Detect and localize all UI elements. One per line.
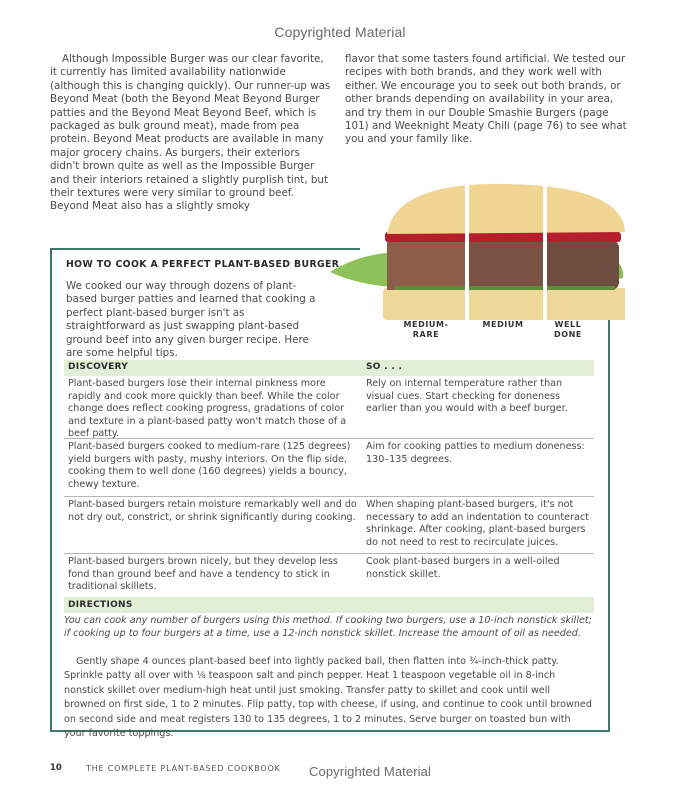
discovery-cell: Plant-based burgers cooked to medium-rare (125 degrees) yield burgers with pasty, mushy interiors. On the flip side, cooking them to well done (160 degrees) yields a bouncy, chewy texture.	[68, 441, 351, 490]
discovery-cell: Plant-based burgers retain moisture remarkably well and do not dry out, constrict, or shrink significantly during cooking.	[68, 499, 357, 523]
sidebar-intro: We cooked our way through dozens of plant-based burger patties and learned that cooking a perfect plant-based burger isn't as straightforward as just swapping plant-based ground beef into any given burger recipe. Here are some helpful tips.	[66, 280, 316, 360]
watermark-bottom: Copyrighted Material	[309, 764, 431, 779]
label-well-done: WELL DONE	[553, 320, 582, 339]
intro-paragraph-right: flavor that some tasters found artificial. We tested our recipes with both brands, and they work well with either. We encourage you to seek out both brands, or other brands depending on availability in your area, and try them in our Double Smashie Burgers (page 101) and Weeknight Meaty Chili (page 76) to see what you and your family like.	[345, 53, 627, 146]
label-medium: MEDIUM	[482, 320, 524, 329]
sidebar-border-left	[50, 248, 52, 732]
sidebar-border-top	[50, 248, 360, 250]
burger-cross-section-image	[325, 180, 625, 320]
so-cell: Rely on internal temperature rather than visual cues. Start checking for doneness earlier than you would with a beef burger.	[366, 378, 568, 415]
page-number: 10	[50, 763, 62, 773]
watermark-top: Copyrighted Material	[274, 24, 406, 40]
table-row	[64, 497, 594, 554]
discovery-cell: Plant-based burgers brown nicely, but they develop less fond than ground beef and have a tendency to stick in traditional skillets.	[68, 556, 338, 593]
directions-note: You can cook any number of burgers using this method. If cooking two burgers, use a 10-inch nonstick skillet; if cooking up to four burgers at a time, use a 12-inch nonstick skillet. Increase the amount of oil as needed.	[64, 615, 592, 639]
label-medium-rare: MEDIUM-RARE	[403, 320, 449, 339]
table-row	[64, 439, 594, 497]
column-header-discovery: DISCOVERY	[68, 362, 129, 373]
discovery-cell: Plant-based burgers lose their internal pinkness more rapidly and cook more quickly than beef. While the color change does reflect cooking progress, gradations of color and texture in a plant-based patty won't match those of a beef patty.	[68, 378, 347, 440]
table-row	[64, 554, 594, 600]
directions-body: Gently shape 4 ounces plant-based beef into lightly packed ball, then flatten into ¾-inch-thick patty. Sprinkle patty all over with ⅛ teaspoon salt and pinch pepper. Heat 1 teaspoon vegetable oil in 8-inch nonstick skillet over medium-high heat until just smoking. Transfer patty to skillet and cook until well browned on first side, 1 to 2 minutes. Flip patty, top with cheese, if using, and continue to cook until browned on second side and meat registers 130 to 135 degrees, 1 to 2 minutes. Serve burger on toasted bun with your favorite toppings.	[64, 656, 592, 740]
so-cell: When shaping plant-based burgers, it's not necessary to add an indentation to counteract shrinkage. After cooking, plant-based burgers do not need to rest to recirculate juices.	[366, 499, 589, 548]
table-row	[64, 376, 594, 439]
sidebar-border-right	[608, 312, 610, 732]
sidebar-title: HOW TO COOK A PERFECT PLANT-BASED BURGER	[66, 259, 340, 270]
intro-paragraph-left: Although Impossible Burger was our clear favorite, it currently has limited availability nationwide (although this is changing quickly). Our runner-up was Beyond Meat (both the Beyond Meat Beyond Burger patties and the Beyond Meat Beyond Beef, which is packaged as bulk ground meat), made from pea protein. Beyond Meat products are available in many major grocery chains. As burgers, their exteriors didn't brown quite as well as the Impossible Burger and their interiors retained a slightly purplish tint, but their textures were very similar to ground beef. Beyond Meat also has a slightly smoky	[50, 53, 331, 213]
running-head: THE COMPLETE PLANT-BASED COOKBOOK	[86, 764, 281, 773]
so-cell: Aim for cooking patties to medium doneness: 130–135 degrees.	[366, 441, 585, 465]
so-cell: Cook plant-based burgers in a well-oiled nonstick skillet.	[366, 556, 560, 580]
column-header-so: SO . . .	[366, 362, 403, 373]
tips-table-header	[64, 360, 594, 376]
directions-heading: DIRECTIONS	[64, 597, 594, 613]
tips-table	[64, 360, 594, 600]
doneness-labels	[395, 320, 635, 348]
